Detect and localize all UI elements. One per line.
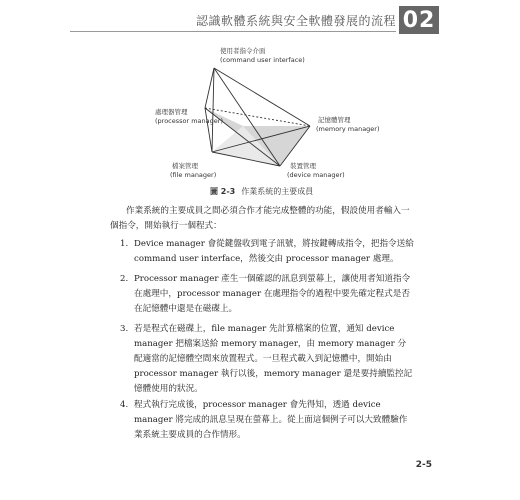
edge-apex-processor [205, 68, 214, 108]
list-item-number: 2. [120, 274, 129, 284]
node-file-zh: 檔案管理 [172, 162, 198, 170]
list-item-number: 1. [120, 239, 129, 249]
list-item-number: 4. [120, 400, 129, 410]
node-file-en: (file manager) [170, 171, 217, 179]
list-item-number: 3. [120, 324, 129, 334]
list-item-4 [120, 398, 414, 443]
node-processor-zh: 處理器管理 [155, 108, 188, 116]
node-device-zh: 裝置管理 [290, 162, 316, 170]
list-item-2 [120, 272, 414, 317]
edge-apex-memory [214, 68, 310, 126]
header-divider [70, 31, 396, 32]
node-command-zh: 使用者指令介面 [220, 47, 266, 55]
node-memory-zh: 記憶體管理 [318, 116, 351, 124]
node-command-en: (command user interface) [220, 56, 305, 64]
list-item-text: Device manager 會從鍵盤收到電子訊號，將按鍵轉成指令，把指令送給 command user interface，然後交由 processor manager 處理。 [134, 239, 414, 264]
edge-processor-file [205, 108, 212, 152]
node-memory-en: (memory manager) [316, 125, 380, 133]
figure-caption [210, 186, 313, 197]
os-components-diagram [0, 40, 520, 190]
list-item-text: Processor manager 產生一個確認的訊息到螢幕上，讓使用者知道指令在處理中，processor manager 在處理指令的過程中要先確定程式是否在記憶體中還是在磁碟上。 [134, 274, 411, 314]
list-item-1 [120, 237, 414, 267]
edge-apex-file [212, 68, 214, 152]
node-device-en: (device manager) [287, 171, 345, 179]
chapter-header-title: 認識軟體系統與安全軟體發展的流程 [195, 14, 396, 28]
node-processor-en: (processor manager) [155, 117, 223, 125]
figure-caption-text: 作業系統的主要成員 [241, 187, 314, 196]
list-item-text: 若是程式在磁碟上，file manager 先計算檔案的位置，通知 device manager 把檔案送給 memory manager，由 memory manager 分配適當的記憶體空間來放置程式。一旦程式載入到記憶體中，開始由 processor manager 執行以後，memory manager 還是要持續監控記憶體使用的狀況。 [134, 324, 413, 394]
list-item-text: 程式執行完成後，processor manager 會先得知，透過 device manager 將完成的訊息呈現在螢幕上。從上面這個例子可以大致體驗作業系統主要成員的合作情形。 [134, 400, 408, 440]
chapter-number-badge: 02 [399, 6, 439, 34]
list-item-3 [120, 322, 414, 397]
intro-paragraph: 作業系統的主要成員之間必須合作才能完成整體的功能，假設使用者輸入一個指令，開始執行一個程式： [110, 206, 410, 231]
page-number: 2-5 [415, 460, 432, 470]
figure-number: 圖 2-3 [210, 187, 236, 196]
